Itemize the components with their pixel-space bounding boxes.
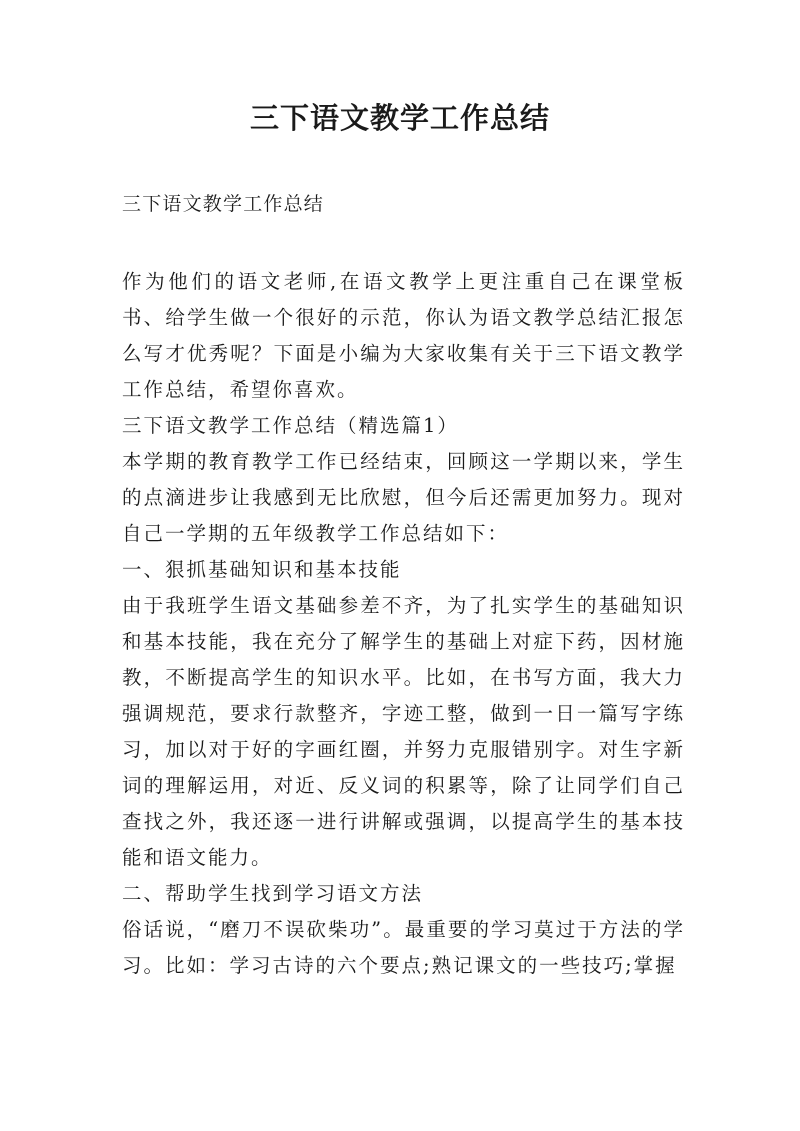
section-heading-selected-1: 三下语文教学工作总结（精选篇1） xyxy=(122,414,459,437)
document-body xyxy=(122,264,685,984)
section-heading-methods: 二、帮助学生找到学习语文方法 xyxy=(122,882,424,905)
intro-paragraph: 作为他们的语文老师,在语文教学上更注重自己在课堂板书、给学生做一个很好的示范，你认为语文教学总结汇报怎么写才优秀呢？下面是小编为大家收集有关于三下语文教学工作总结，希望你喜欢。 xyxy=(122,270,685,401)
basics-paragraph: 由于我班学生语文基础参差不齐，为了扎实学生的基础知识和基本技能，我在充分了解学生的基础上对症下药，因材施教，不断提高学生的知识水平。比如，在书写方面，我大力强调规范，要求行款整齐，字迹工整，做到一日一篇写字练习，加以对于好的字画红圈，并努力克服错别字。对生字新词的理解运用，对近、反义词的积累等，除了让同学们自己查找之外，我还逐一进行讲解或强调，以提高学生的基本技能和语文能力。 xyxy=(122,594,685,869)
document-title: 三下语文教学工作总结 xyxy=(249,101,550,135)
section-heading-basics: 一、狠抓基础知识和基本技能 xyxy=(122,558,402,581)
summary-paragraph: 本学期的教育教学工作已经结束，回顾这一学期以来，学生的点滴进步让我感到无比欣慰，但今后还需更加努力。现对自己一学期的五年级教学工作总结如下： xyxy=(122,450,685,545)
document-subtitle: 三下语文教学工作总结 xyxy=(122,193,325,215)
methods-paragraph: 俗话说，“磨刀不误砍柴功”。最重要的学习莫过于方法的学习。比如：学习古诗的六个要点;熟记课文的一些技巧;掌握 xyxy=(122,918,685,977)
